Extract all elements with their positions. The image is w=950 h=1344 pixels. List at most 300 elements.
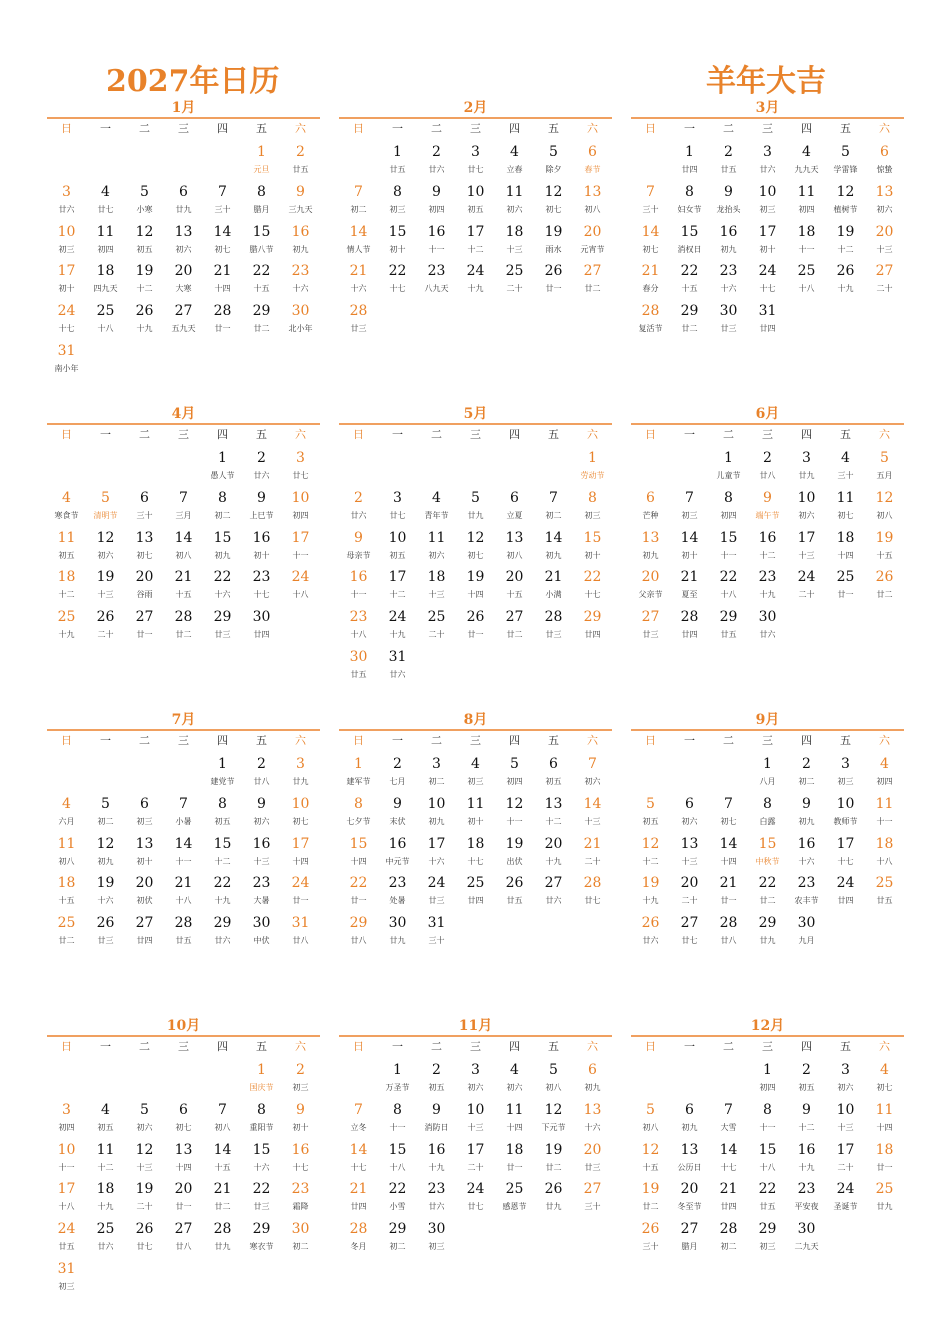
day-cell[interactable] bbox=[495, 263, 534, 299]
day-cell[interactable] bbox=[378, 1142, 417, 1178]
day-cell[interactable] bbox=[378, 184, 417, 220]
day-cell[interactable] bbox=[86, 1181, 125, 1217]
day-cell[interactable] bbox=[417, 184, 456, 220]
day-cell[interactable] bbox=[281, 756, 320, 792]
day-cell[interactable] bbox=[456, 224, 495, 260]
day-cell[interactable] bbox=[534, 184, 573, 220]
day-cell[interactable] bbox=[534, 490, 573, 526]
day-cell[interactable] bbox=[670, 609, 709, 645]
day-cell[interactable] bbox=[47, 796, 86, 832]
day-cell[interactable] bbox=[495, 756, 534, 792]
day-cell[interactable] bbox=[378, 756, 417, 792]
day-cell[interactable] bbox=[573, 1181, 612, 1217]
day-cell[interactable] bbox=[748, 915, 787, 951]
day-cell[interactable] bbox=[164, 875, 203, 911]
day-cell[interactable] bbox=[456, 1062, 495, 1098]
day-cell[interactable] bbox=[378, 530, 417, 566]
day-cell[interactable] bbox=[787, 836, 826, 872]
day-cell[interactable] bbox=[281, 224, 320, 260]
day-cell[interactable] bbox=[748, 263, 787, 299]
day-cell[interactable] bbox=[203, 490, 242, 526]
day-cell[interactable] bbox=[164, 1102, 203, 1138]
day-cell[interactable] bbox=[125, 1181, 164, 1217]
day-cell[interactable] bbox=[573, 796, 612, 832]
day-cell[interactable] bbox=[709, 224, 748, 260]
day-cell[interactable] bbox=[203, 1102, 242, 1138]
day-cell[interactable] bbox=[748, 875, 787, 911]
day-cell[interactable] bbox=[631, 1221, 670, 1257]
day-cell[interactable] bbox=[534, 1181, 573, 1217]
day-cell[interactable] bbox=[339, 756, 378, 792]
day-cell[interactable] bbox=[748, 836, 787, 872]
day-cell[interactable] bbox=[339, 530, 378, 566]
day-cell[interactable] bbox=[670, 530, 709, 566]
day-cell[interactable] bbox=[534, 530, 573, 566]
day-cell[interactable] bbox=[86, 263, 125, 299]
day-cell[interactable] bbox=[378, 1062, 417, 1098]
day-cell[interactable] bbox=[203, 184, 242, 220]
day-cell[interactable] bbox=[203, 530, 242, 566]
day-cell[interactable] bbox=[748, 530, 787, 566]
day-cell[interactable] bbox=[47, 836, 86, 872]
day-cell[interactable] bbox=[709, 569, 748, 605]
day-cell[interactable] bbox=[865, 144, 904, 180]
day-cell[interactable] bbox=[573, 450, 612, 486]
day-cell[interactable] bbox=[203, 303, 242, 339]
day-cell[interactable] bbox=[534, 756, 573, 792]
day-cell[interactable] bbox=[47, 1181, 86, 1217]
day-cell[interactable] bbox=[281, 184, 320, 220]
day-cell[interactable] bbox=[534, 875, 573, 911]
day-cell[interactable] bbox=[203, 224, 242, 260]
day-cell[interactable] bbox=[281, 915, 320, 951]
day-cell[interactable] bbox=[242, 1181, 281, 1217]
day-cell[interactable] bbox=[456, 1181, 495, 1217]
day-cell[interactable] bbox=[748, 609, 787, 645]
day-cell[interactable] bbox=[670, 303, 709, 339]
day-cell[interactable] bbox=[631, 875, 670, 911]
day-cell[interactable] bbox=[86, 915, 125, 951]
day-cell[interactable] bbox=[573, 1142, 612, 1178]
day-cell[interactable] bbox=[495, 875, 534, 911]
day-cell[interactable] bbox=[865, 1062, 904, 1098]
day-cell[interactable] bbox=[242, 144, 281, 180]
day-cell[interactable] bbox=[787, 530, 826, 566]
day-cell[interactable] bbox=[203, 915, 242, 951]
day-cell[interactable] bbox=[417, 796, 456, 832]
day-cell[interactable] bbox=[670, 184, 709, 220]
day-cell[interactable] bbox=[417, 1221, 456, 1257]
day-cell[interactable] bbox=[865, 490, 904, 526]
day-cell[interactable] bbox=[339, 796, 378, 832]
day-cell[interactable] bbox=[339, 836, 378, 872]
day-cell[interactable] bbox=[86, 303, 125, 339]
day-cell[interactable] bbox=[125, 915, 164, 951]
day-cell[interactable] bbox=[242, 836, 281, 872]
day-cell[interactable] bbox=[456, 609, 495, 645]
day-cell[interactable] bbox=[748, 1221, 787, 1257]
day-cell[interactable] bbox=[47, 224, 86, 260]
day-cell[interactable] bbox=[495, 796, 534, 832]
day-cell[interactable] bbox=[826, 1062, 865, 1098]
day-cell[interactable] bbox=[495, 609, 534, 645]
day-cell[interactable] bbox=[748, 490, 787, 526]
day-cell[interactable] bbox=[417, 875, 456, 911]
day-cell[interactable] bbox=[242, 184, 281, 220]
day-cell[interactable] bbox=[242, 569, 281, 605]
day-cell[interactable] bbox=[534, 836, 573, 872]
day-cell[interactable] bbox=[631, 915, 670, 951]
day-cell[interactable] bbox=[865, 756, 904, 792]
day-cell[interactable] bbox=[417, 756, 456, 792]
day-cell[interactable] bbox=[339, 1181, 378, 1217]
day-cell[interactable] bbox=[826, 756, 865, 792]
day-cell[interactable] bbox=[670, 836, 709, 872]
day-cell[interactable] bbox=[242, 609, 281, 645]
day-cell[interactable] bbox=[456, 875, 495, 911]
day-cell[interactable] bbox=[787, 1062, 826, 1098]
day-cell[interactable] bbox=[631, 836, 670, 872]
day-cell[interactable] bbox=[787, 224, 826, 260]
day-cell[interactable] bbox=[670, 490, 709, 526]
day-cell[interactable] bbox=[670, 263, 709, 299]
day-cell[interactable] bbox=[631, 303, 670, 339]
day-cell[interactable] bbox=[826, 1181, 865, 1217]
day-cell[interactable] bbox=[573, 609, 612, 645]
day-cell[interactable] bbox=[164, 609, 203, 645]
day-cell[interactable] bbox=[242, 915, 281, 951]
day-cell[interactable] bbox=[125, 875, 164, 911]
day-cell[interactable] bbox=[573, 875, 612, 911]
day-cell[interactable] bbox=[748, 569, 787, 605]
day-cell[interactable] bbox=[125, 1142, 164, 1178]
day-cell[interactable] bbox=[164, 303, 203, 339]
day-cell[interactable] bbox=[748, 224, 787, 260]
day-cell[interactable] bbox=[631, 1142, 670, 1178]
day-cell[interactable] bbox=[125, 530, 164, 566]
day-cell[interactable] bbox=[86, 875, 125, 911]
day-cell[interactable] bbox=[787, 569, 826, 605]
day-cell[interactable] bbox=[787, 450, 826, 486]
day-cell[interactable] bbox=[631, 1102, 670, 1138]
day-cell[interactable] bbox=[534, 1102, 573, 1138]
day-cell[interactable] bbox=[203, 875, 242, 911]
day-cell[interactable] bbox=[631, 569, 670, 605]
day-cell[interactable] bbox=[865, 263, 904, 299]
day-cell[interactable] bbox=[456, 756, 495, 792]
day-cell[interactable] bbox=[242, 1221, 281, 1257]
day-cell[interactable] bbox=[534, 569, 573, 605]
day-cell[interactable] bbox=[417, 609, 456, 645]
day-cell[interactable] bbox=[534, 263, 573, 299]
day-cell[interactable] bbox=[865, 796, 904, 832]
day-cell[interactable] bbox=[378, 569, 417, 605]
day-cell[interactable] bbox=[787, 1181, 826, 1217]
day-cell[interactable] bbox=[339, 490, 378, 526]
day-cell[interactable] bbox=[164, 184, 203, 220]
day-cell[interactable] bbox=[47, 343, 86, 379]
day-cell[interactable] bbox=[47, 1142, 86, 1178]
day-cell[interactable] bbox=[164, 224, 203, 260]
day-cell[interactable] bbox=[47, 875, 86, 911]
day-cell[interactable] bbox=[47, 490, 86, 526]
day-cell[interactable] bbox=[709, 450, 748, 486]
day-cell[interactable] bbox=[748, 450, 787, 486]
day-cell[interactable] bbox=[281, 1062, 320, 1098]
day-cell[interactable] bbox=[709, 836, 748, 872]
day-cell[interactable] bbox=[787, 263, 826, 299]
day-cell[interactable] bbox=[865, 875, 904, 911]
day-cell[interactable] bbox=[203, 1181, 242, 1217]
day-cell[interactable] bbox=[339, 224, 378, 260]
day-cell[interactable] bbox=[748, 144, 787, 180]
day-cell[interactable] bbox=[787, 796, 826, 832]
day-cell[interactable] bbox=[164, 569, 203, 605]
day-cell[interactable] bbox=[242, 530, 281, 566]
day-cell[interactable] bbox=[456, 144, 495, 180]
day-cell[interactable] bbox=[125, 609, 164, 645]
day-cell[interactable] bbox=[826, 184, 865, 220]
day-cell[interactable] bbox=[125, 263, 164, 299]
day-cell[interactable] bbox=[339, 1221, 378, 1257]
day-cell[interactable] bbox=[242, 1142, 281, 1178]
day-cell[interactable] bbox=[709, 1142, 748, 1178]
day-cell[interactable] bbox=[534, 144, 573, 180]
day-cell[interactable] bbox=[787, 915, 826, 951]
day-cell[interactable] bbox=[748, 1181, 787, 1217]
day-cell[interactable] bbox=[456, 263, 495, 299]
day-cell[interactable] bbox=[534, 1062, 573, 1098]
day-cell[interactable] bbox=[709, 796, 748, 832]
day-cell[interactable] bbox=[495, 490, 534, 526]
day-cell[interactable] bbox=[203, 450, 242, 486]
day-cell[interactable] bbox=[378, 875, 417, 911]
day-cell[interactable] bbox=[631, 530, 670, 566]
day-cell[interactable] bbox=[495, 224, 534, 260]
day-cell[interactable] bbox=[534, 796, 573, 832]
day-cell[interactable] bbox=[47, 1102, 86, 1138]
day-cell[interactable] bbox=[670, 1221, 709, 1257]
day-cell[interactable] bbox=[86, 1142, 125, 1178]
day-cell[interactable] bbox=[865, 1181, 904, 1217]
day-cell[interactable] bbox=[826, 490, 865, 526]
day-cell[interactable] bbox=[164, 263, 203, 299]
day-cell[interactable] bbox=[826, 450, 865, 486]
day-cell[interactable] bbox=[281, 1142, 320, 1178]
day-cell[interactable] bbox=[495, 530, 534, 566]
day-cell[interactable] bbox=[748, 303, 787, 339]
day-cell[interactable] bbox=[826, 1102, 865, 1138]
day-cell[interactable] bbox=[281, 144, 320, 180]
day-cell[interactable] bbox=[281, 875, 320, 911]
day-cell[interactable] bbox=[495, 1062, 534, 1098]
day-cell[interactable] bbox=[865, 569, 904, 605]
day-cell[interactable] bbox=[417, 915, 456, 951]
day-cell[interactable] bbox=[164, 796, 203, 832]
day-cell[interactable] bbox=[339, 915, 378, 951]
day-cell[interactable] bbox=[787, 1221, 826, 1257]
day-cell[interactable] bbox=[865, 836, 904, 872]
day-cell[interactable] bbox=[670, 144, 709, 180]
day-cell[interactable] bbox=[86, 836, 125, 872]
day-cell[interactable] bbox=[748, 184, 787, 220]
day-cell[interactable] bbox=[125, 836, 164, 872]
day-cell[interactable] bbox=[670, 875, 709, 911]
day-cell[interactable] bbox=[339, 569, 378, 605]
day-cell[interactable] bbox=[865, 450, 904, 486]
day-cell[interactable] bbox=[631, 184, 670, 220]
day-cell[interactable] bbox=[709, 875, 748, 911]
day-cell[interactable] bbox=[573, 1102, 612, 1138]
day-cell[interactable] bbox=[456, 796, 495, 832]
day-cell[interactable] bbox=[203, 1221, 242, 1257]
day-cell[interactable] bbox=[495, 144, 534, 180]
day-cell[interactable] bbox=[86, 609, 125, 645]
day-cell[interactable] bbox=[378, 796, 417, 832]
day-cell[interactable] bbox=[242, 875, 281, 911]
day-cell[interactable] bbox=[339, 1142, 378, 1178]
day-cell[interactable] bbox=[631, 609, 670, 645]
day-cell[interactable] bbox=[826, 875, 865, 911]
day-cell[interactable] bbox=[670, 1102, 709, 1138]
day-cell[interactable] bbox=[573, 836, 612, 872]
day-cell[interactable] bbox=[378, 1102, 417, 1138]
day-cell[interactable] bbox=[631, 490, 670, 526]
day-cell[interactable] bbox=[709, 263, 748, 299]
day-cell[interactable] bbox=[378, 1221, 417, 1257]
day-cell[interactable] bbox=[709, 184, 748, 220]
day-cell[interactable] bbox=[787, 184, 826, 220]
day-cell[interactable] bbox=[378, 144, 417, 180]
day-cell[interactable] bbox=[203, 756, 242, 792]
day-cell[interactable] bbox=[47, 530, 86, 566]
day-cell[interactable] bbox=[125, 569, 164, 605]
day-cell[interactable] bbox=[281, 836, 320, 872]
day-cell[interactable] bbox=[573, 184, 612, 220]
day-cell[interactable] bbox=[865, 1102, 904, 1138]
day-cell[interactable] bbox=[670, 1181, 709, 1217]
day-cell[interactable] bbox=[748, 1142, 787, 1178]
day-cell[interactable] bbox=[631, 796, 670, 832]
day-cell[interactable] bbox=[573, 490, 612, 526]
day-cell[interactable] bbox=[709, 144, 748, 180]
day-cell[interactable] bbox=[748, 1102, 787, 1138]
day-cell[interactable] bbox=[164, 1142, 203, 1178]
day-cell[interactable] bbox=[417, 1181, 456, 1217]
day-cell[interactable] bbox=[339, 649, 378, 685]
day-cell[interactable] bbox=[670, 224, 709, 260]
day-cell[interactable] bbox=[573, 263, 612, 299]
day-cell[interactable] bbox=[378, 490, 417, 526]
day-cell[interactable] bbox=[787, 875, 826, 911]
day-cell[interactable] bbox=[164, 530, 203, 566]
day-cell[interactable] bbox=[164, 490, 203, 526]
day-cell[interactable] bbox=[242, 796, 281, 832]
day-cell[interactable] bbox=[203, 796, 242, 832]
day-cell[interactable] bbox=[203, 263, 242, 299]
day-cell[interactable] bbox=[456, 569, 495, 605]
day-cell[interactable] bbox=[281, 796, 320, 832]
day-cell[interactable] bbox=[631, 263, 670, 299]
day-cell[interactable] bbox=[495, 1181, 534, 1217]
day-cell[interactable] bbox=[670, 796, 709, 832]
day-cell[interactable] bbox=[86, 184, 125, 220]
day-cell[interactable] bbox=[339, 263, 378, 299]
day-cell[interactable] bbox=[378, 915, 417, 951]
day-cell[interactable] bbox=[378, 609, 417, 645]
day-cell[interactable] bbox=[86, 1221, 125, 1257]
day-cell[interactable] bbox=[86, 796, 125, 832]
day-cell[interactable] bbox=[203, 836, 242, 872]
day-cell[interactable] bbox=[709, 490, 748, 526]
day-cell[interactable] bbox=[417, 224, 456, 260]
day-cell[interactable] bbox=[47, 263, 86, 299]
day-cell[interactable] bbox=[164, 915, 203, 951]
day-cell[interactable] bbox=[281, 1102, 320, 1138]
day-cell[interactable] bbox=[748, 1062, 787, 1098]
day-cell[interactable] bbox=[242, 1102, 281, 1138]
day-cell[interactable] bbox=[826, 263, 865, 299]
day-cell[interactable] bbox=[748, 756, 787, 792]
day-cell[interactable] bbox=[378, 263, 417, 299]
day-cell[interactable] bbox=[865, 530, 904, 566]
day-cell[interactable] bbox=[125, 184, 164, 220]
day-cell[interactable] bbox=[417, 144, 456, 180]
day-cell[interactable] bbox=[242, 263, 281, 299]
day-cell[interactable] bbox=[787, 1102, 826, 1138]
day-cell[interactable] bbox=[495, 184, 534, 220]
day-cell[interactable] bbox=[573, 1062, 612, 1098]
day-cell[interactable] bbox=[378, 836, 417, 872]
day-cell[interactable] bbox=[670, 569, 709, 605]
day-cell[interactable] bbox=[242, 450, 281, 486]
day-cell[interactable] bbox=[281, 1221, 320, 1257]
day-cell[interactable] bbox=[417, 263, 456, 299]
day-cell[interactable] bbox=[417, 1062, 456, 1098]
day-cell[interactable] bbox=[631, 224, 670, 260]
day-cell[interactable] bbox=[242, 303, 281, 339]
day-cell[interactable] bbox=[865, 1142, 904, 1178]
day-cell[interactable] bbox=[826, 569, 865, 605]
day-cell[interactable] bbox=[86, 1102, 125, 1138]
day-cell[interactable] bbox=[417, 490, 456, 526]
day-cell[interactable] bbox=[164, 1221, 203, 1257]
day-cell[interactable] bbox=[573, 530, 612, 566]
day-cell[interactable] bbox=[378, 224, 417, 260]
day-cell[interactable] bbox=[417, 1102, 456, 1138]
day-cell[interactable] bbox=[86, 490, 125, 526]
day-cell[interactable] bbox=[339, 875, 378, 911]
day-cell[interactable] bbox=[495, 569, 534, 605]
day-cell[interactable] bbox=[456, 1142, 495, 1178]
day-cell[interactable] bbox=[47, 1261, 86, 1297]
day-cell[interactable] bbox=[456, 836, 495, 872]
day-cell[interactable] bbox=[456, 1102, 495, 1138]
day-cell[interactable] bbox=[417, 836, 456, 872]
day-cell[interactable] bbox=[203, 609, 242, 645]
day-cell[interactable] bbox=[164, 1181, 203, 1217]
day-cell[interactable] bbox=[281, 303, 320, 339]
day-cell[interactable] bbox=[826, 836, 865, 872]
day-cell[interactable] bbox=[339, 184, 378, 220]
day-cell[interactable] bbox=[86, 224, 125, 260]
day-cell[interactable] bbox=[573, 224, 612, 260]
day-cell[interactable] bbox=[339, 303, 378, 339]
day-cell[interactable] bbox=[826, 1142, 865, 1178]
day-cell[interactable] bbox=[456, 490, 495, 526]
day-cell[interactable] bbox=[86, 569, 125, 605]
day-cell[interactable] bbox=[534, 609, 573, 645]
